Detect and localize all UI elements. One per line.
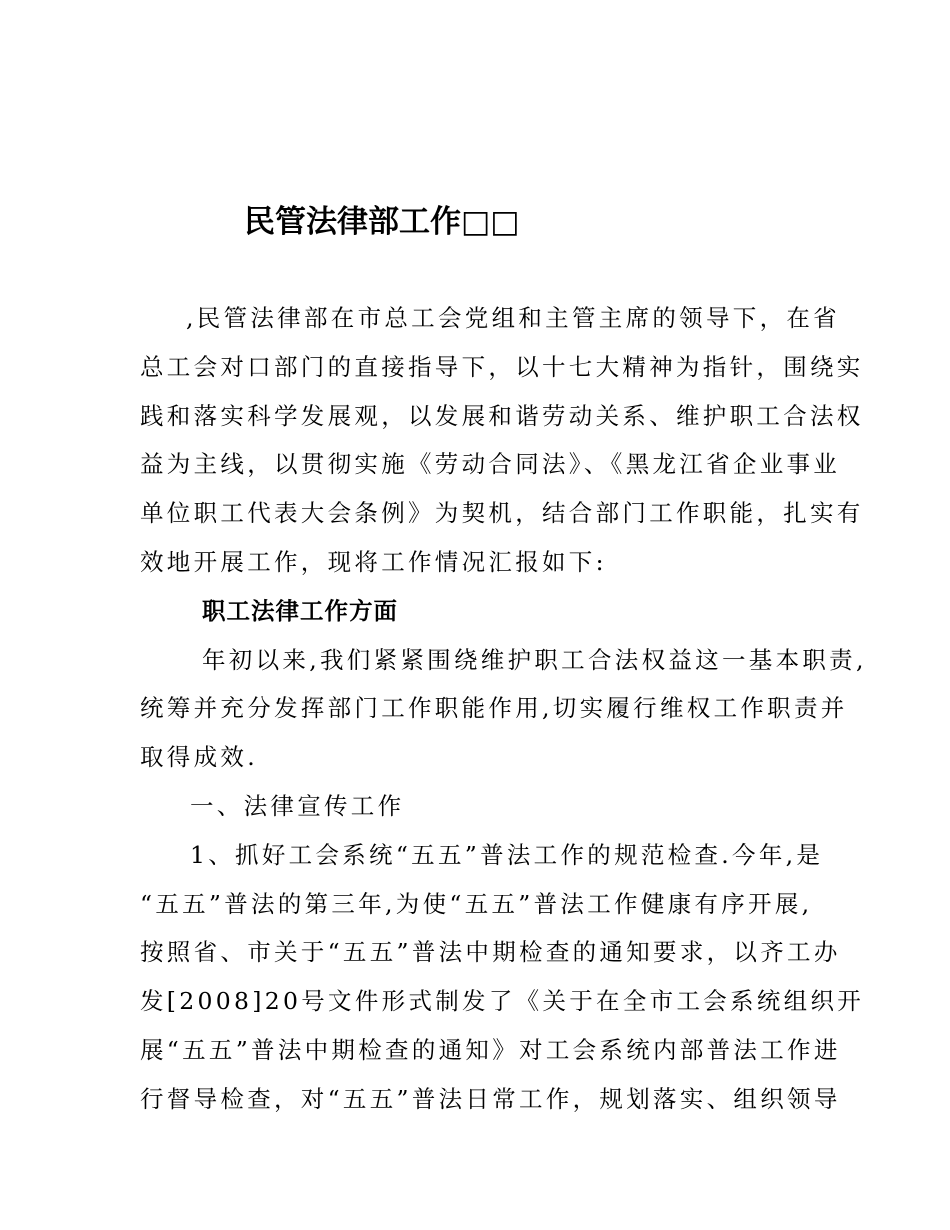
paragraph-line: 按照省、市关于“五五”普法中期检查的通知要求，以齐工办	[140, 938, 841, 967]
paragraph-line: 取得成效.	[140, 743, 258, 772]
paragraph-line: ,民管法律部在市总工会党组和主管主席的领导下，在省	[186, 304, 840, 332]
document-body	[140, 294, 867, 1124]
paragraph-line: 年初以来,我们紧紧围绕维护职工合法权益这一基本职责,	[202, 645, 867, 674]
subheading: 一、法律宣传工作	[190, 791, 405, 820]
paragraph-line: “五五”普法的第三年,为使“五五”普法工作健康有序开展,	[140, 889, 813, 918]
paragraph-line: 益为主线，以贯彻实施《劳动合同法》、《黑龙江省企业事业	[140, 450, 841, 479]
paragraph-line: 展“五五”普法中期检查的通知》对工会系统内部普法工作进	[140, 1035, 841, 1064]
document-title: 民管法律部工作□□	[244, 204, 520, 240]
paragraph-line: 发[2008]20号文件形式制发了《关于在全市工会系统组织开	[140, 987, 865, 1016]
paragraph-line: 单位职工代表大会条例》为契机，结合部门工作职能，扎实有	[140, 499, 864, 528]
section-heading: 职工法律工作方面	[202, 596, 398, 625]
paragraph-line: 践和落实科学发展观，以发展和谐劳动关系、维护职工合法权	[140, 401, 864, 430]
paragraph-line: 效地开展工作，现将工作情况汇报如下:	[140, 547, 607, 576]
paragraph-line: 统筹并充分发挥部门工作职能作用,切实履行维权工作职责并	[140, 694, 848, 723]
paragraph-line: 总工会对口部门的直接指导下，以十七大精神为指针，围绕实	[140, 352, 864, 381]
paragraph-line: 行督导检查，对“五五”普法日常工作，规划落实、组织领导	[140, 1084, 841, 1113]
paragraph-line: 1、抓好工会系统“五五”普法工作的规范检查.今年,是	[190, 840, 824, 869]
